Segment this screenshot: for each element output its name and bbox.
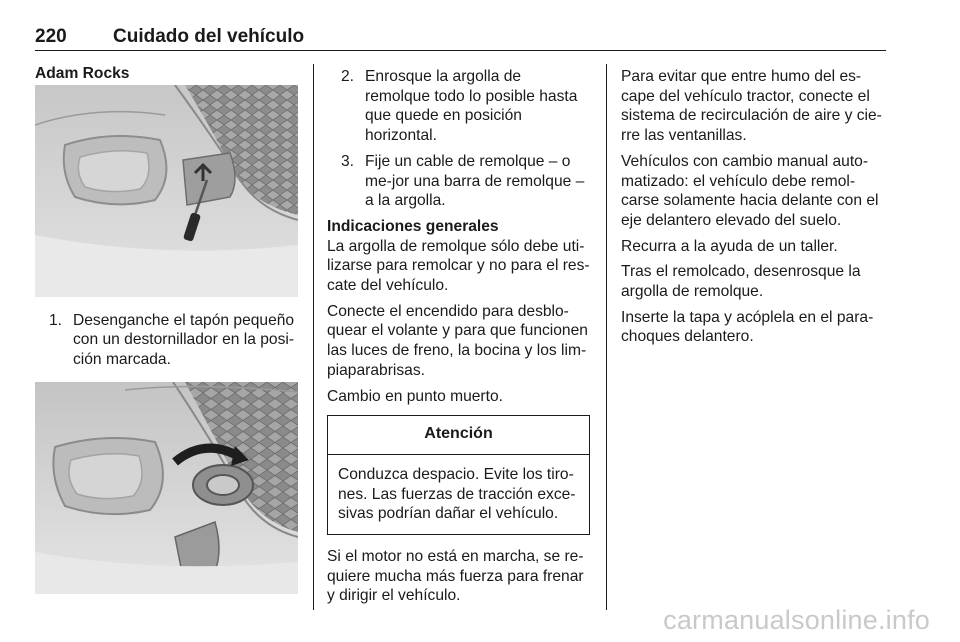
column-middle	[327, 67, 590, 612]
step-2	[327, 67, 590, 146]
page-header	[35, 22, 886, 51]
figure-bumper-cap-removal	[35, 85, 298, 297]
bumper-cap-illustration	[35, 85, 298, 297]
page-number: 220	[35, 26, 67, 47]
general-notes-heading: Indicaciones generales	[327, 217, 499, 235]
column-divider-right	[606, 64, 607, 610]
figure-tow-eye-installation	[35, 382, 298, 594]
right-paragraph-1: Para evitar que entre humo del es-cape del vehículo tractor, conecte el sistema de recirculación de aire y cie-rre las ventanillas.	[621, 68, 882, 145]
general-notes-paragraph-1: La argolla de remolque sólo debe uti-lizarse para remolcar y no para el res-cate del vehículo.	[327, 237, 590, 295]
general-notes-paragraph-3: Cambio en punto muerto.	[327, 387, 503, 405]
step-1-number: 1.	[49, 311, 63, 329]
column-right	[621, 67, 887, 353]
general-notes-paragraph-4: Si el motor no está en marcha, se re-quiere mucha más fuerza para frenar y dirigir el vehículo.	[327, 548, 584, 605]
step-3	[327, 152, 590, 211]
column-divider-left	[313, 64, 314, 610]
step-2-text: Enrosque la argolla de remolque todo lo posible hasta que quede en posición horizontal.	[365, 68, 578, 145]
attention-box	[327, 415, 590, 535]
tow-eye-illustration	[35, 382, 298, 594]
right-paragraph-4: Tras el remolcado, desenrosque la argolla de remolque.	[621, 263, 861, 301]
step-3-text: Fije un cable de remolque – o me-jor una barra de remolque – a la argolla.	[365, 152, 585, 210]
right-paragraph-2: Vehículos con cambio manual auto-matizado: el vehículo debe remol-carse solamente hacia delante con el eje delantero elevado del suelo.	[621, 152, 879, 229]
column-left	[35, 64, 298, 594]
right-paragraph-5: Inserte la tapa y acóplela en el para-choques delantero.	[621, 308, 874, 346]
right-paragraph-3: Recurra a la ayuda de un taller.	[621, 237, 838, 255]
page-title: Cuidado del vehículo	[113, 26, 305, 47]
attention-text: Conduzca despacio. Evite los tiro-nes. Las fuerzas de tracción exce-sivas podrían dañar el vehículo.	[338, 465, 576, 523]
step-3-number: 3.	[341, 152, 355, 170]
step-1-text: Desenganche el tapón pequeño con un destornillador en la posi-ción marcada.	[73, 311, 295, 369]
step-1	[35, 311, 298, 370]
watermark: carmanualsonline.info	[663, 605, 930, 635]
section-heading-adam-rocks: Adam Rocks	[35, 65, 130, 82]
step-2-number: 2.	[341, 68, 355, 85]
general-notes-paragraph-2: Conecte el encendido para desblo-quear el volante y para que funcionen las luces de freno, la bocina y los lim-piaparabrisas.	[327, 302, 588, 379]
attention-title: Atención	[328, 416, 589, 455]
